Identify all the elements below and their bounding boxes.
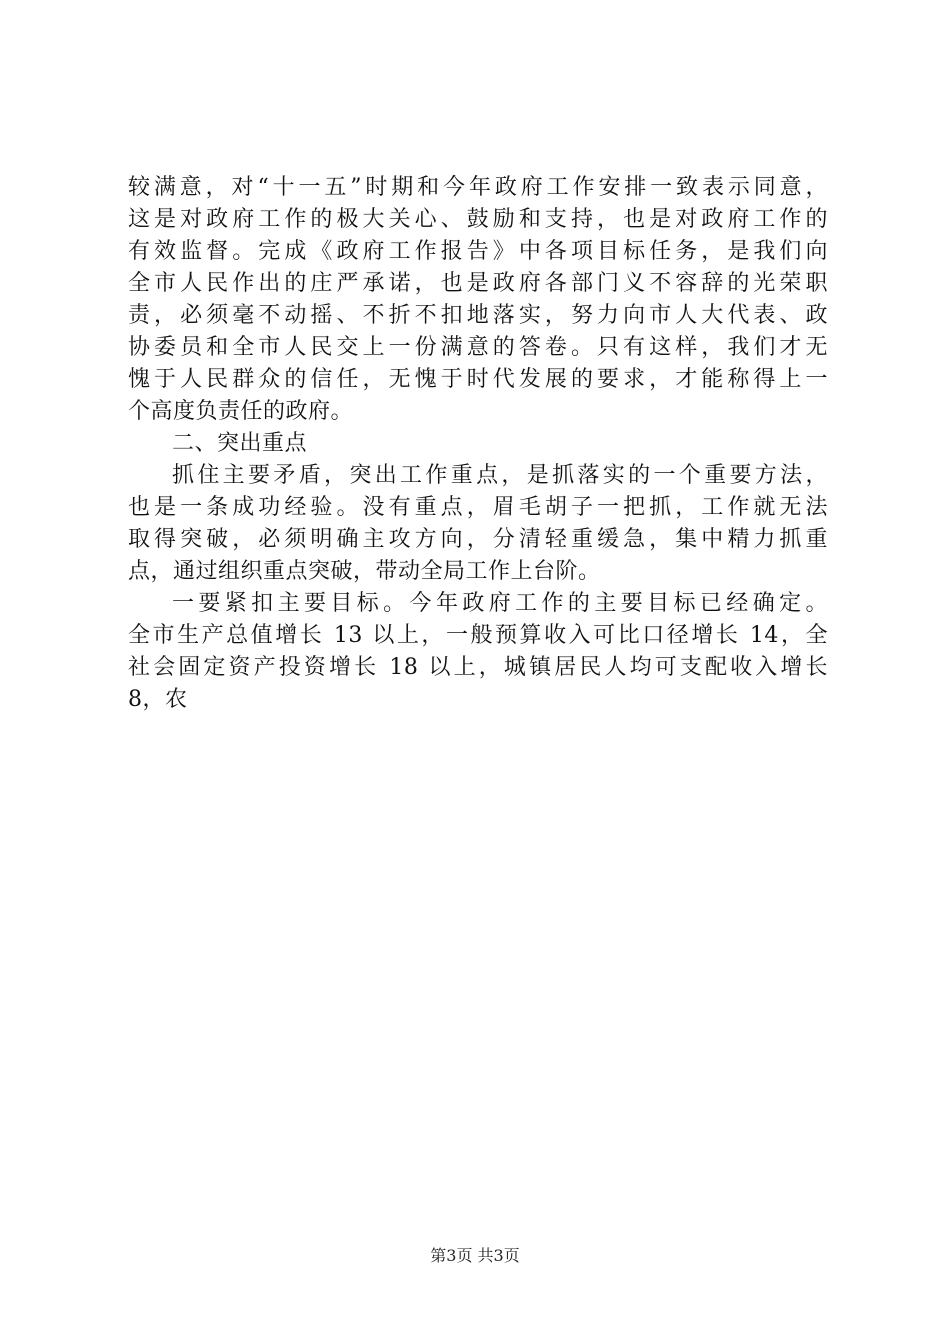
paragraph-line: 个高度负责任的政府。 [128, 399, 354, 424]
paragraph-line: 一要紧扣主要目标。今年政府工作的主要目标已经确定。 [172, 591, 828, 616]
paragraph-line: 全市人民作出的庄严承诺，也是政府各部门义不容辞的光荣职 [128, 271, 828, 296]
page-footer: 第3页 共3页 [430, 1246, 520, 1265]
paragraph-line: 这是对政府工作的极大关心、鼓励和支持，也是对政府工作的 [128, 207, 828, 232]
paragraph-line: 有效监督。完成《政府工作报告》中各项目标任务，是我们向 [128, 239, 828, 264]
paragraph-line: 8，农 [128, 687, 188, 712]
paragraph-line: 协委员和全市人民交上一份满意的答卷。只有这样，我们才无 [128, 335, 828, 360]
paragraph-line: 点，通过组织重点突破，带动全局工作上台阶。 [128, 559, 601, 584]
paragraph-line: 取得突破，必须明确主攻方向，分清轻重缓急，集中精力抓重 [128, 527, 828, 552]
paragraph-line: 抓住主要矛盾，突出工作重点，是抓落实的一个重要方法， [172, 463, 828, 488]
paragraph-line: 愧于人民群众的信任，无愧于时代发展的要求，才能称得上一 [128, 367, 828, 392]
paragraph-line: 也是一条成功经验。没有重点，眉毛胡子一把抓，工作就无法 [128, 495, 828, 520]
paragraph-line: 责，必须毫不动摇、不折不扣地落实，努力向市人大代表、政 [128, 303, 828, 328]
paragraph-line: 较满意，对“十一五”时期和今年政府工作安排一致表示同意， [128, 175, 828, 200]
document-body [128, 172, 828, 716]
section-heading: 二、突出重点 [172, 431, 308, 456]
paragraph-line: 社会固定资产投资增长 18 以上，城镇居民人均可支配收入增长 [128, 655, 828, 680]
paragraph-line: 全市生产总值增长 13 以上，一般预算收入可比口径增长 14，全 [128, 623, 828, 648]
